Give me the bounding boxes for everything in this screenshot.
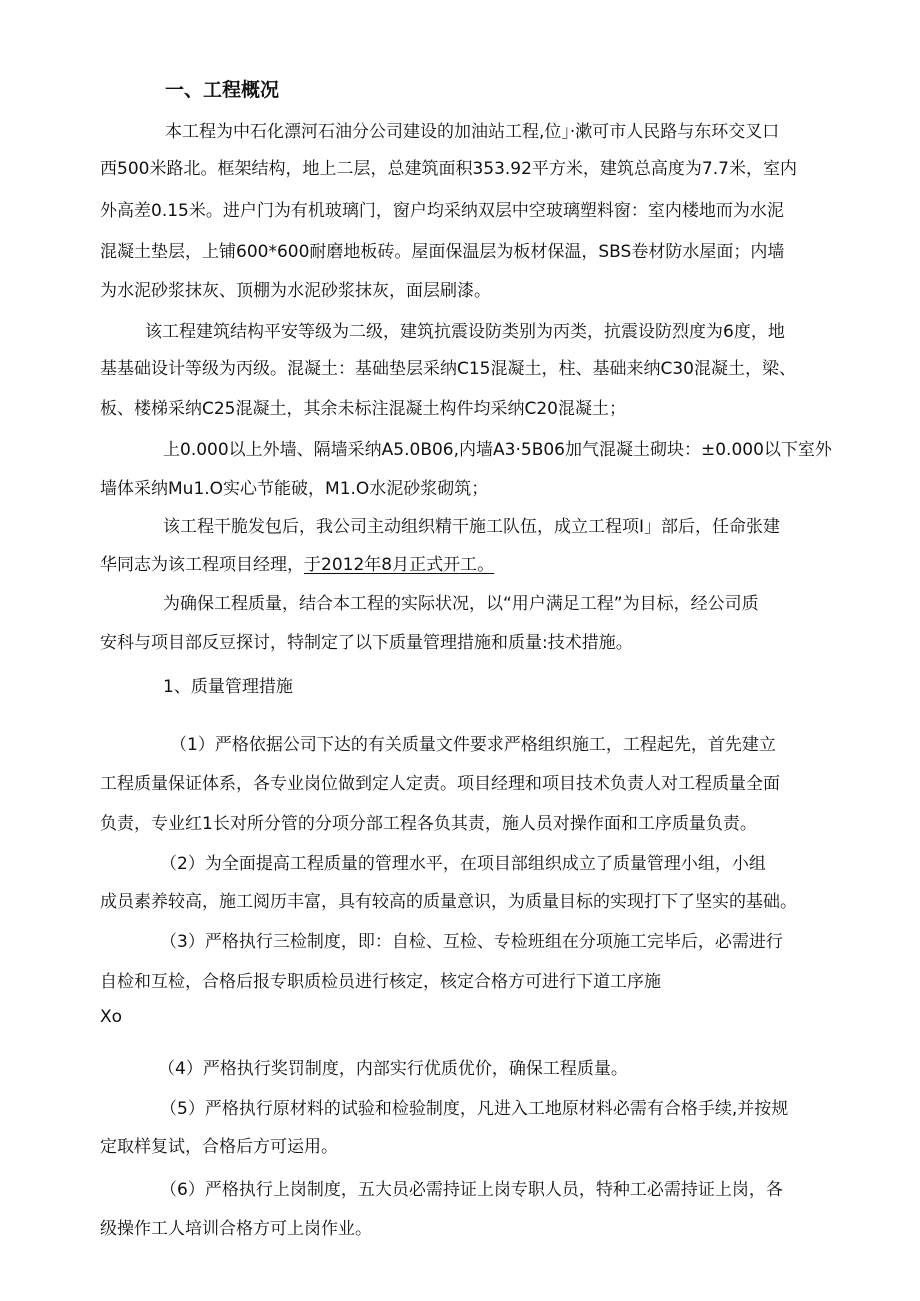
list-item-line: 工程质量保证体系，各专业岗位做到定人定责。项目经理和项目技术负责人对工程质量全面 — [100, 774, 780, 794]
list-item-line: （1）严格依据公司下达的有关质量文件要求严格组织施工，工程起先，首先建立 — [170, 735, 776, 755]
section-heading: 一、工程概况 — [165, 79, 280, 101]
paragraph-line: 本工程为中石化漂河石油分公司建设的加油站工程,位」·漱可市人民路与东环交叉口 — [165, 122, 780, 142]
paragraph-line — [100, 553, 494, 577]
paragraph-line: 基基础设计等级为丙级。混凝土：基础垫层采纳C15混凝土，柱、基础来纳C30混凝土，梁、 — [100, 359, 797, 379]
start-date-text: 于2012年8月正式开工。 — [304, 555, 495, 575]
paragraph-line: 为水泥砂浆抹灰、顶棚为水泥砂浆抹灰，面层刷漆。 — [100, 281, 491, 301]
paragraph-line: 为确保工程质量，结合本工程的实际状况，以“用户满足工程”为目标，经公司质 — [163, 594, 759, 614]
list-item-line: 成员素养较高，施工阅历丰富，具有较高的质量意识，为质量目标的实现打下了坚实的基础。 — [100, 892, 797, 912]
paragraph-line: 混凝土垫层，上铺600*600耐磨地板砖。屋面保温层为板材保温，SBS卷材防水屋面；内墙 — [100, 242, 785, 262]
paragraph-line: 西500米路北。框架结构，地上二层，总建筑面积353.92平方米，建筑总高度为7.7米，室内 — [100, 159, 797, 179]
list-item-line: 负责，专业红1长对所分管的分项分部工程各负其责，施人员对操作面和工序质量负责。 — [100, 814, 757, 834]
list-item-line: Xo — [100, 1007, 123, 1027]
list-item-line: （4）严格执行奖罚制度，内部实行优质优价，确保工程质量。 — [158, 1059, 628, 1079]
paragraph-line: 板、楼梯采纳C25混凝土，其余未标注混凝土构件均采纳C20混凝土； — [100, 399, 627, 419]
list-item-line: 定取样复试，合格后方可运用。 — [100, 1137, 338, 1157]
subsection-heading: 1、质量管理措施 — [163, 677, 293, 697]
list-item-line: （6）严格执行上岗制度，五大员必需持证上岗专职人员，特种工必需持证上岗，各 — [160, 1180, 783, 1200]
paragraph-text: 华同志为该工程项目经理， — [100, 555, 304, 575]
paragraph-line: 外高差0.15米。进户门为有机玻璃门，窗户均采纳双层中空玻璃塑料窗：室内楼地而为水泥 — [100, 201, 784, 221]
paragraph-line: 安科与项目部反豆探讨，特制定了以下质量管理措施和质量:技术措施。 — [100, 633, 633, 653]
paragraph-line: 该工程建筑结构平安等级为二级，建筑抗震设防类别为丙类，抗震设防烈度为6度，地 — [145, 322, 785, 342]
paragraph-line: 该工程干脆发包后，我公司主动组织精干施工队伍，成立工程项I」部后，任命张建 — [163, 517, 781, 537]
list-item-line: （2）为全面提高工程质量的管理水平，在项目部组织成立了质量管理小组，小组 — [160, 854, 766, 874]
list-item-line: （3）严格执行三检制度，即：自检、互检、专检班组在分项施工完毕后，必需进行 — [160, 932, 783, 952]
list-item-line: 级操作工人培训合格方可上岗作业。 — [100, 1219, 372, 1239]
list-item-line: 自检和互检，合格后报专职质检员进行核定，核定合格方可进行下道工序施 — [100, 972, 661, 992]
paragraph-line: 墙体采纳Mu1.O实心节能破，M1.O水泥砂浆砌筑； — [100, 479, 489, 499]
paragraph-line: 上0.000以上外墙、隔墙采纳A5.0B06,内墙A3·5B06加气混凝土砌块：±0.000以下室外 — [163, 440, 832, 460]
list-item-line: （5）严格执行原材料的试验和检验制度，凡进入工地原材料必需有合格手续,并按规 — [160, 1099, 789, 1119]
